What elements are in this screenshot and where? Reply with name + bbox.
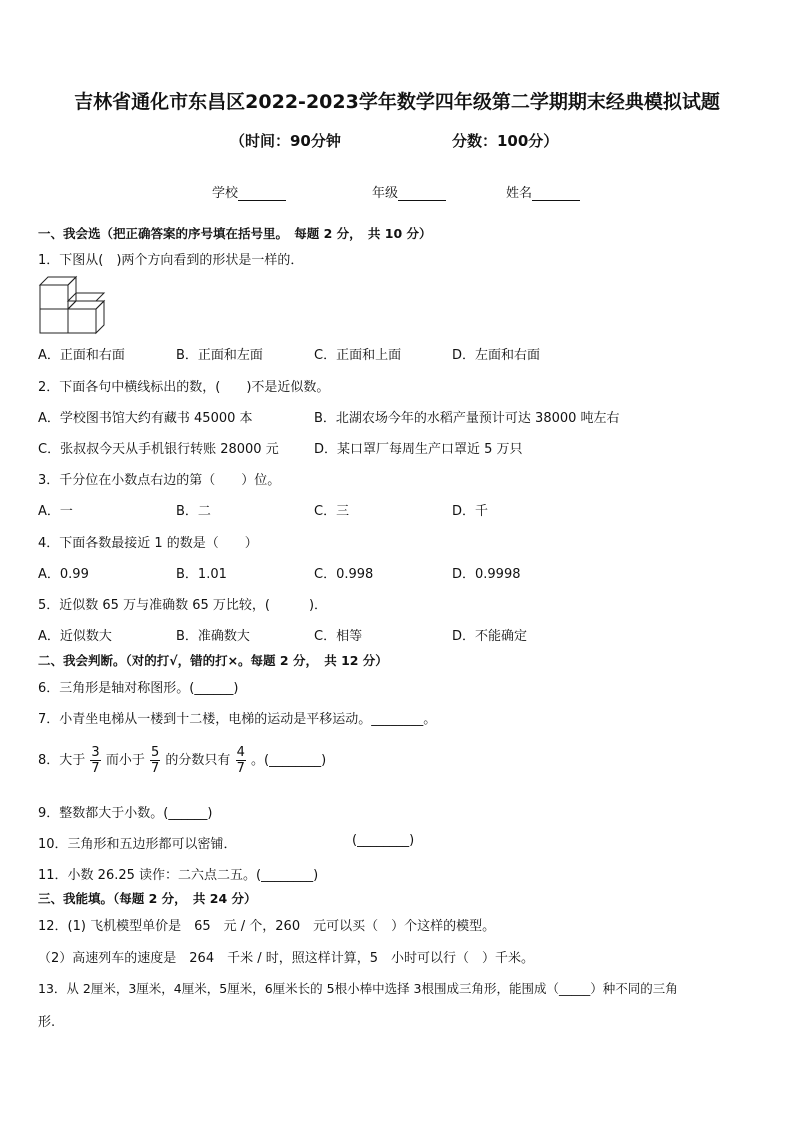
q8-frac2-num: 5 [151,745,160,760]
q8-frac3-num: 4 [236,745,245,760]
q9-text: 9．整数都大于小数。(______) [38,806,213,821]
q4-option-b[interactable]: B．1.01 [176,567,227,582]
q5-stem: 5．近似数 65 万与准确数 65 万比较，( )． [38,598,328,613]
section1-heading: 一、我会选（把正确答案的序号填在括号里。 每题 2 分， 共 10 分） [38,226,432,241]
q8-fraction-2 [150,745,160,776]
q4-option-d[interactable]: D．0.9998 [452,567,521,582]
exam-score: 分数：100分） [452,132,559,150]
q8-mid2: 的分数只有 [165,753,231,768]
q2-stem: 2．下面各句中横线标出的数，( )不是近似数。 [38,380,330,395]
q4-option-a[interactable]: A．0.99 [38,567,89,582]
grade-label: 年级 [372,186,399,201]
school-label: 学校 [212,186,239,201]
q12-part2: （2）高速列车的速度是 264 千米 / 时，照这样计算，5 小时可以行（ ）千米。 [38,951,535,966]
q3-option-c[interactable]: C．三 [314,504,350,519]
cube-figure [38,271,110,335]
q2-option-d[interactable]: D．某口罩厂每周生产口罩近 5 万只 [314,442,523,457]
q5-option-d[interactable]: D．不能确定 [452,629,528,644]
q13-line1: 13．从 2厘米，3厘米，4厘米，5厘米，6厘米长的 5根小棒中选择 3根围成三角形，能围成（_____）种不同的三角 [38,981,678,996]
q3-option-d[interactable]: D．千 [452,504,489,519]
q2-option-a[interactable]: A．学校图书馆大约有藏书 45000 本 [38,411,253,426]
q1-option-c[interactable]: C．正面和上面 [314,348,402,363]
q1-stem: 1．下图从( )两个方向看到的形状是一样的． [38,253,304,268]
q1-option-b[interactable]: B．正面和左面 [176,348,263,363]
q8-frac3-den: 7 [236,761,245,776]
q12-part1: 12．(1) 飞机模型单价是 65 元 / 个，260 元可以买（ ）个这样的模型。 [38,919,496,934]
q4-option-c[interactable]: C．0.998 [314,567,374,582]
grade-field[interactable] [372,182,446,201]
school-blank[interactable] [238,188,286,201]
q2-option-c[interactable]: C．张叔叔今天从手机银行转账 28000 元 [38,442,279,457]
q1-option-d[interactable]: D．左面和右面 [452,348,541,363]
q8-mid1: 而小于 [105,753,145,768]
grade-blank[interactable] [398,188,446,201]
q13-line2: 形. [38,1015,56,1030]
q11-text: 11．小数 26.25 读作：二六点二五。(________) [38,868,319,883]
q7-text: 7．小青坐电梯从一楼到十二楼，电梯的运动是平移运动。________。 [38,712,437,727]
q8-frac1-num: 3 [91,745,100,760]
q10-text: 10．三角形和五边形都可以密铺． [38,837,237,852]
name-field[interactable] [506,182,580,201]
section3-heading: 三、我能填。（每题 2 分， 共 24 分） [38,891,257,906]
q5-option-a[interactable]: A．近似数大 [38,629,112,644]
section2-heading: 二、我会判断。（对的打√，错的打×。每题 2 分， 共 12 分） [38,653,388,668]
q10-answer-blank[interactable]: (________) [352,833,415,848]
q3-option-a[interactable]: A．一 [38,504,73,519]
q2-option-b[interactable]: B．北湖农场今年的水稻产量预计可达 38000 吨左右 [314,411,620,426]
school-field[interactable] [212,182,286,201]
q8-fraction-3 [236,745,246,776]
q4-stem: 4．下面各数最接近 1 的数是（ ） [38,536,258,551]
q3-stem: 3．千分位在小数点右边的第（ ）位。 [38,473,281,488]
name-label: 姓名 [506,186,533,201]
q8-frac2-den: 7 [151,761,160,776]
exam-title: 吉林省通化市东昌区2022-2023学年数学四年级第二学期期末经典模拟试题 [74,91,720,113]
q3-option-b[interactable]: B．二 [176,504,211,519]
q8-frac1-den: 7 [91,761,100,776]
q6-text: 6．三角形是轴对称图形。(______) [38,681,239,696]
q8-fraction-1 [90,745,100,776]
q1-option-a[interactable]: A．正面和右面 [38,348,125,363]
q8-prefix: 8．大于 [38,753,86,768]
q8-line [38,745,326,776]
name-blank[interactable] [532,188,580,201]
exam-time: （时间：90分钟 [230,132,341,150]
q5-option-c[interactable]: C．相等 [314,629,363,644]
q5-option-b[interactable]: B．准确数大 [176,629,250,644]
q8-suffix: 。(________) [251,753,327,768]
